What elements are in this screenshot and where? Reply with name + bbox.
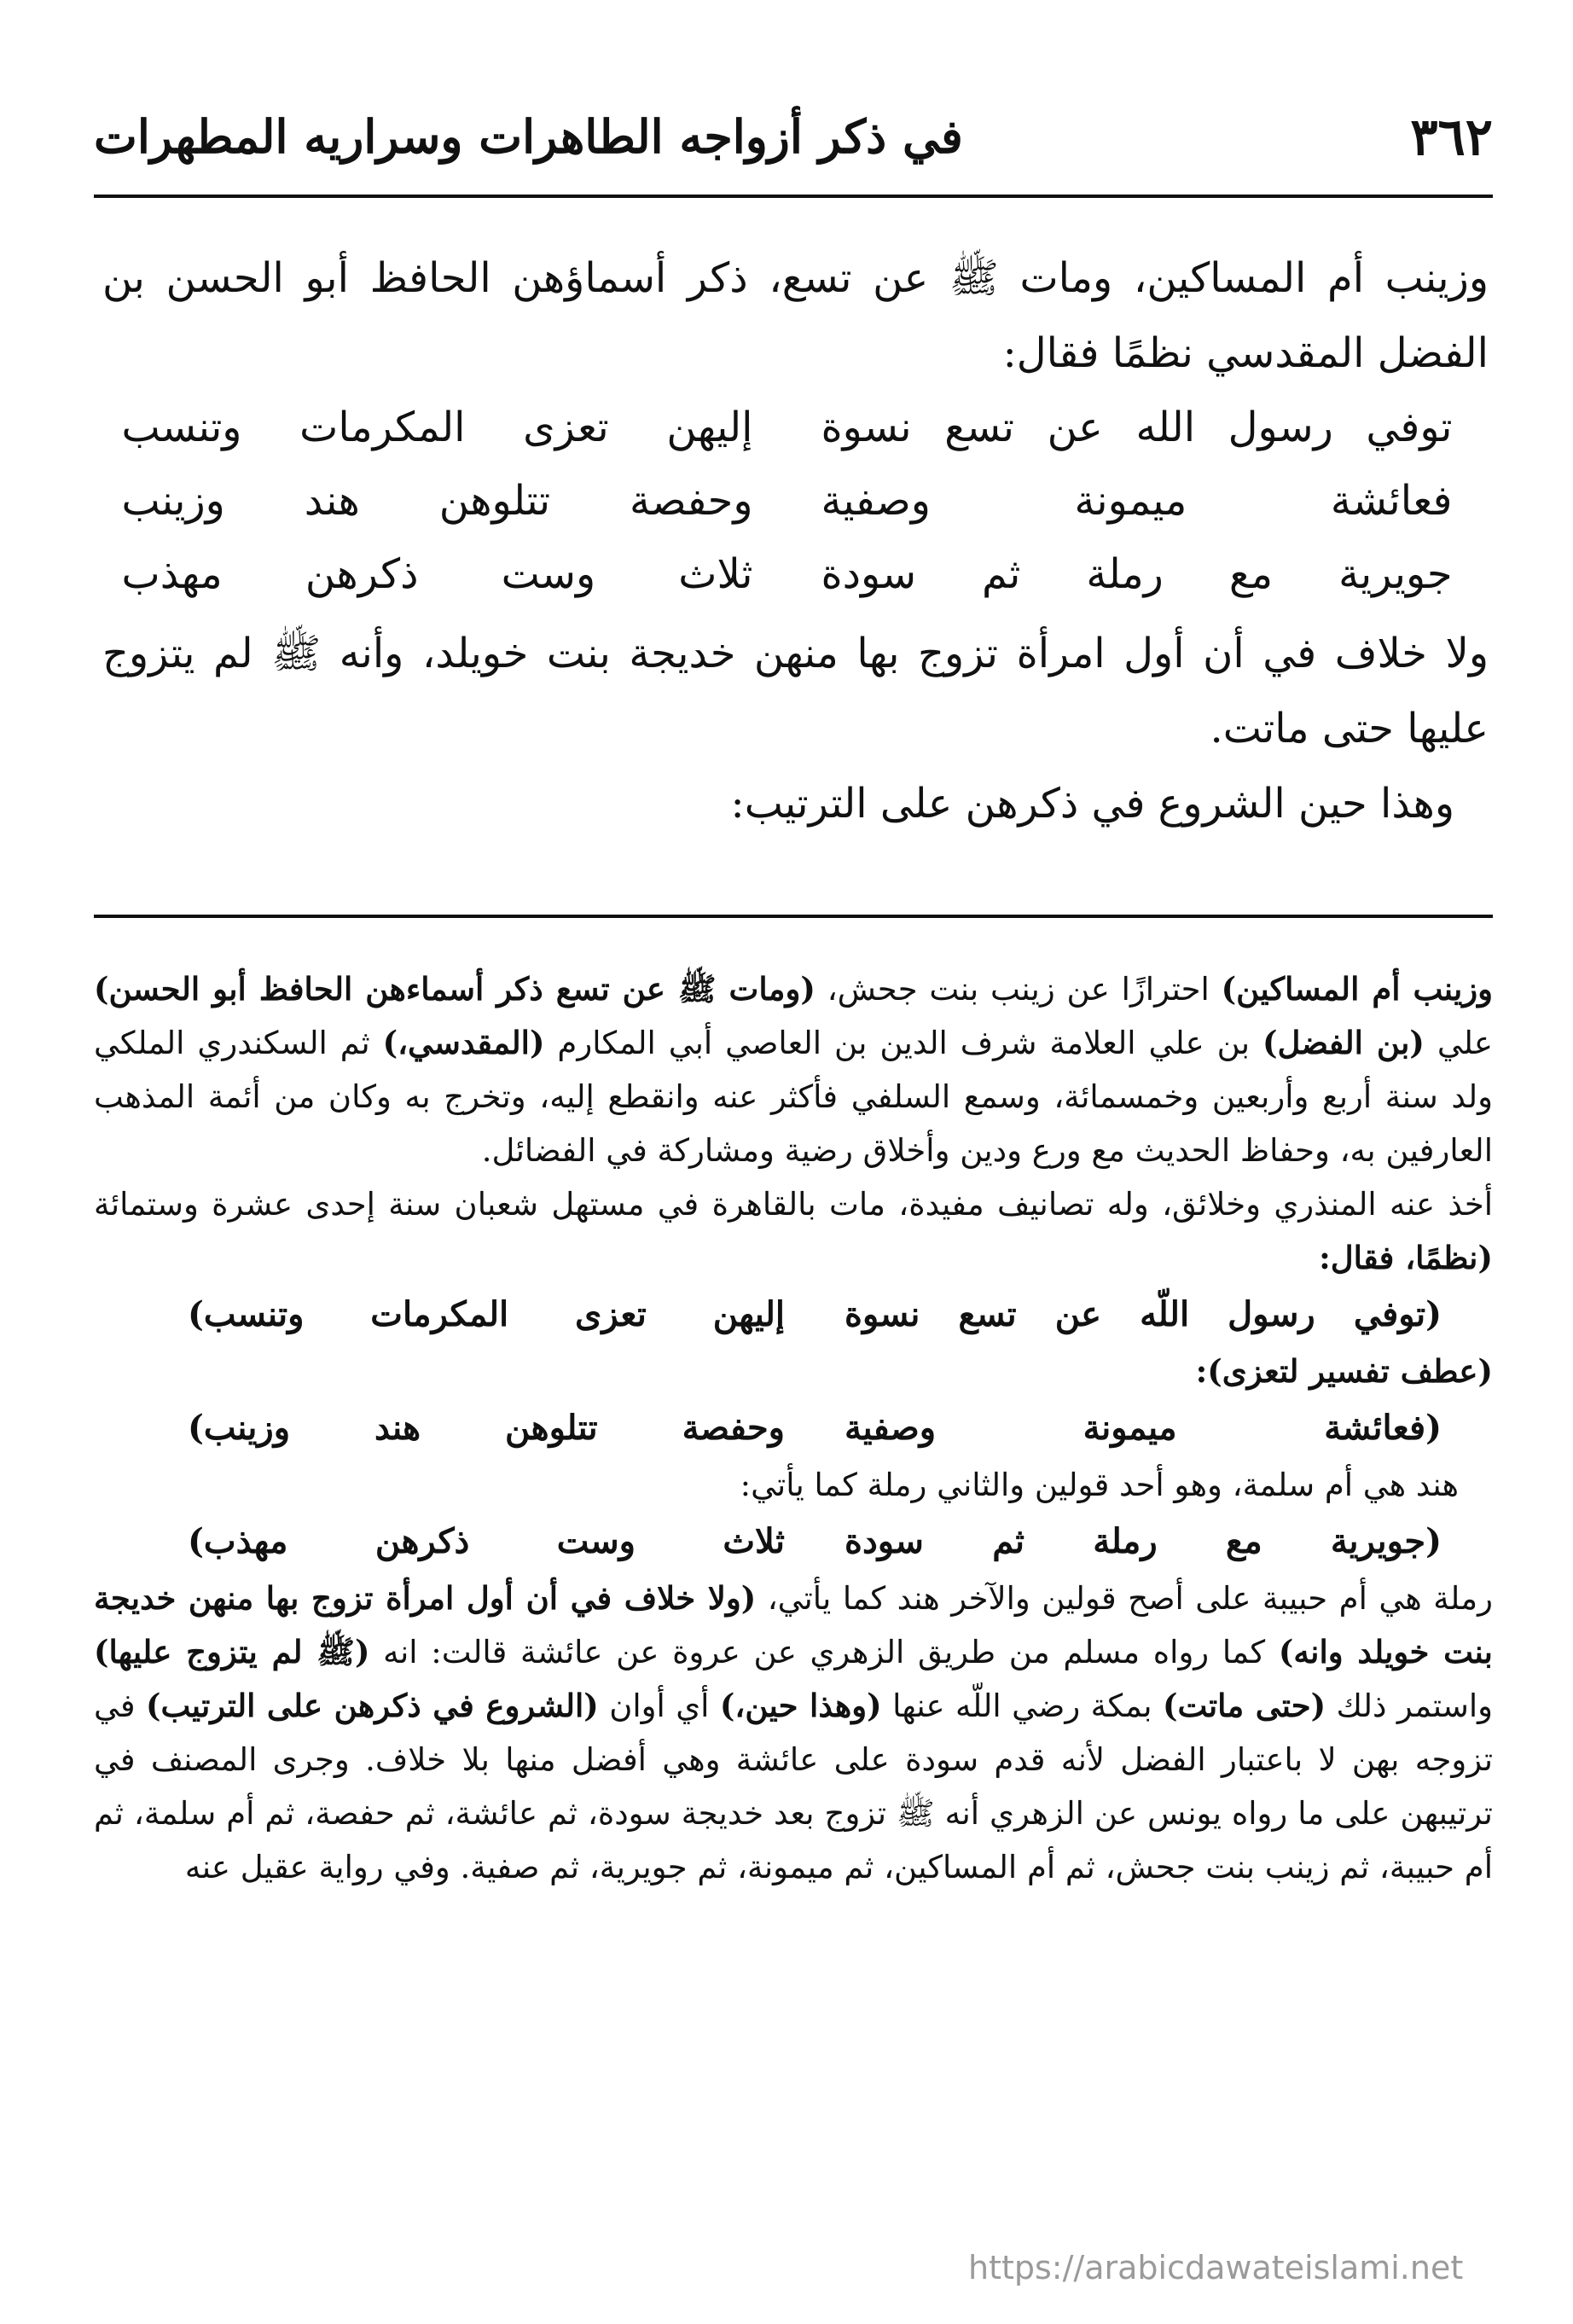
separator-rule xyxy=(94,915,1493,918)
commentary xyxy=(94,962,1493,1894)
verse-left-hemistich: وحفصة تتلوهن هند وزينب) xyxy=(188,1408,785,1448)
commentary-text: علي xyxy=(1424,1025,1494,1061)
verse-right-hemistich: توفي رسول الله عن تسع نسوة xyxy=(821,404,1453,451)
verse-right-hemistich: فعائشة ميمونة وصفية xyxy=(821,477,1453,525)
quoted-text: (حتى ماتت) xyxy=(1163,1687,1326,1724)
commentary-verse xyxy=(188,1287,1442,1343)
verse-left-hemistich: ثلاث وست ذكرهن مهذب xyxy=(121,550,753,598)
verse-right-hemistich: جويرية مع رملة ثم سودة xyxy=(821,550,1453,598)
main-poem xyxy=(122,391,1470,611)
main-closing: وهذا حين الشروع في ذكرهن على الترتيب: xyxy=(730,780,1454,828)
commentary-text: أخذ عنه المنذري وخلائق، وله تصانيف مفيدة، مات بالقاهرة في مستهل شعبان سنة إحدى عشرة وستمائة xyxy=(94,1186,1493,1223)
quoted-text: (ﷺ لم يتزوج عليها) xyxy=(94,1633,370,1670)
page-header xyxy=(94,102,1493,179)
watermark-url: https://arabicdawateislami.net xyxy=(968,2249,1464,2286)
verse xyxy=(122,464,1453,537)
verse xyxy=(122,537,1453,611)
verse-left-hemistich: إليهن تعزى المكرمات وتنسب xyxy=(121,404,753,451)
verse-right-hemistich: (فعائشة ميمونة وصفية xyxy=(845,1408,1442,1448)
page-number: ٣٦٢ xyxy=(1410,107,1493,167)
verse-right-hemistich: (توفي رسول اللّه عن تسع نسوة xyxy=(845,1294,1442,1334)
verse-left-hemistich: إليهن تعزى المكرمات وتنسب) xyxy=(188,1294,785,1334)
commentary-text: بن علي العلامة شرف الدين بن العاصي أبي المكارم xyxy=(544,1025,1262,1061)
commentary-text: بمكة رضي اللّه عنها xyxy=(881,1688,1163,1724)
verse-left-hemistich: وحفصة تتلوهن هند وزينب xyxy=(121,477,753,525)
quoted-text: (نظمًا، فقال: xyxy=(1319,1239,1493,1276)
header-rule xyxy=(94,195,1493,198)
commentary-verse xyxy=(188,1400,1442,1456)
quoted-text: (بن الفضل) xyxy=(1262,1024,1425,1061)
commentary-text: رملة هي أم حبيبة على أصح قولين والآخر هند كما يأتي، xyxy=(756,1580,1493,1617)
quoted-text: (المقدسي،) xyxy=(382,1024,545,1061)
commentary-text: كما رواه مسلم من طريق الزهري عن عروة عن عائشة قالت: انه xyxy=(369,1634,1279,1670)
commentary-text: ثم السكندري الملكي ولد سنة أربع وأربعين وخمسمائة، وسمع السلفي فأكثر عنه وانقطع إليه، وتخرج به وكان من أئمة المذهب العارفين به، وحفاظ الحديث مع ورع ودين وأخلاق رضية ومشاركة في الفضائل. xyxy=(94,1025,1493,1169)
commentary-text: في تزوجه بهن لا باعتبار الفضل لأنه قدم سودة على عائشة وهي أفضل منها بلا خلاف. وجرى المصنف في ترتيبهن على ما رواه يونس عن الزهري أنه ﷺ تزوج بعد خديجة سودة، ثم عائشة، ثم حفصة، ثم أم سلمة، ثم أم حبيبة، ثم زينب بنت جحش، ثم أم المساكين، ثم ميمونة، ثم جويرية، ثم صفية. وفي رواية عقيل عنه xyxy=(94,1688,1493,1885)
quoted-text: (ولا خلاف في أن أول امرأة تزوج بها منهن خديجة بنت خويلد وانه) xyxy=(94,1579,1493,1670)
quoted-text: وزينب أم المساكين) xyxy=(1221,970,1494,1008)
quoted-text: (الشروع في ذكرهن على الترتيب) xyxy=(145,1687,599,1724)
running-title: في ذكر أزواجه الطاهرات وسراريه المطهرات xyxy=(94,109,963,164)
main-after-verses: ولا خلاف في أن أول امرأة تزوج بها منهن خديجة بنت خويلد، وأنه ﷺ لم يتزوج عليها حتى ماتت. xyxy=(102,630,1489,752)
quoted-text: (وهذا حين،) xyxy=(719,1687,882,1724)
main-text xyxy=(102,241,1489,841)
verse xyxy=(122,391,1453,464)
commentary-note: هند هي أم سلمة، وهو أحد قولين والثاني رملة كما يأتي: xyxy=(740,1467,1459,1503)
commentary-paragraph-3 xyxy=(94,1572,1493,1894)
verse-right-hemistich: (جويرية مع رملة ثم سودة xyxy=(845,1521,1442,1561)
commentary-label: (عطف تفسير لتعزى): xyxy=(1195,1352,1493,1390)
commentary-verse xyxy=(188,1514,1442,1570)
commentary-text: واستمر ذلك xyxy=(1326,1688,1494,1724)
main-intro: وزينب أم المساكين، ومات ﷺ عن تسع، ذكر أسماؤهن الحافظ أبو الحسن بن الفضل المقدسي نظمًا فقال: xyxy=(102,254,1489,377)
commentary-text: احترازًا عن زينب بنت جحش، xyxy=(815,971,1222,1008)
commentary-paragraph-2 xyxy=(94,1177,1493,1285)
commentary-text: أي أوان xyxy=(598,1688,720,1724)
quoted-text: (ومات ﷺ عن تسع ذكر أسماءهن الحافظ أبو الحسن) xyxy=(94,970,816,1008)
verse-left-hemistich: ثلاث وست ذكرهن مهذب) xyxy=(188,1521,785,1561)
commentary-paragraph-1 xyxy=(94,962,1493,1177)
